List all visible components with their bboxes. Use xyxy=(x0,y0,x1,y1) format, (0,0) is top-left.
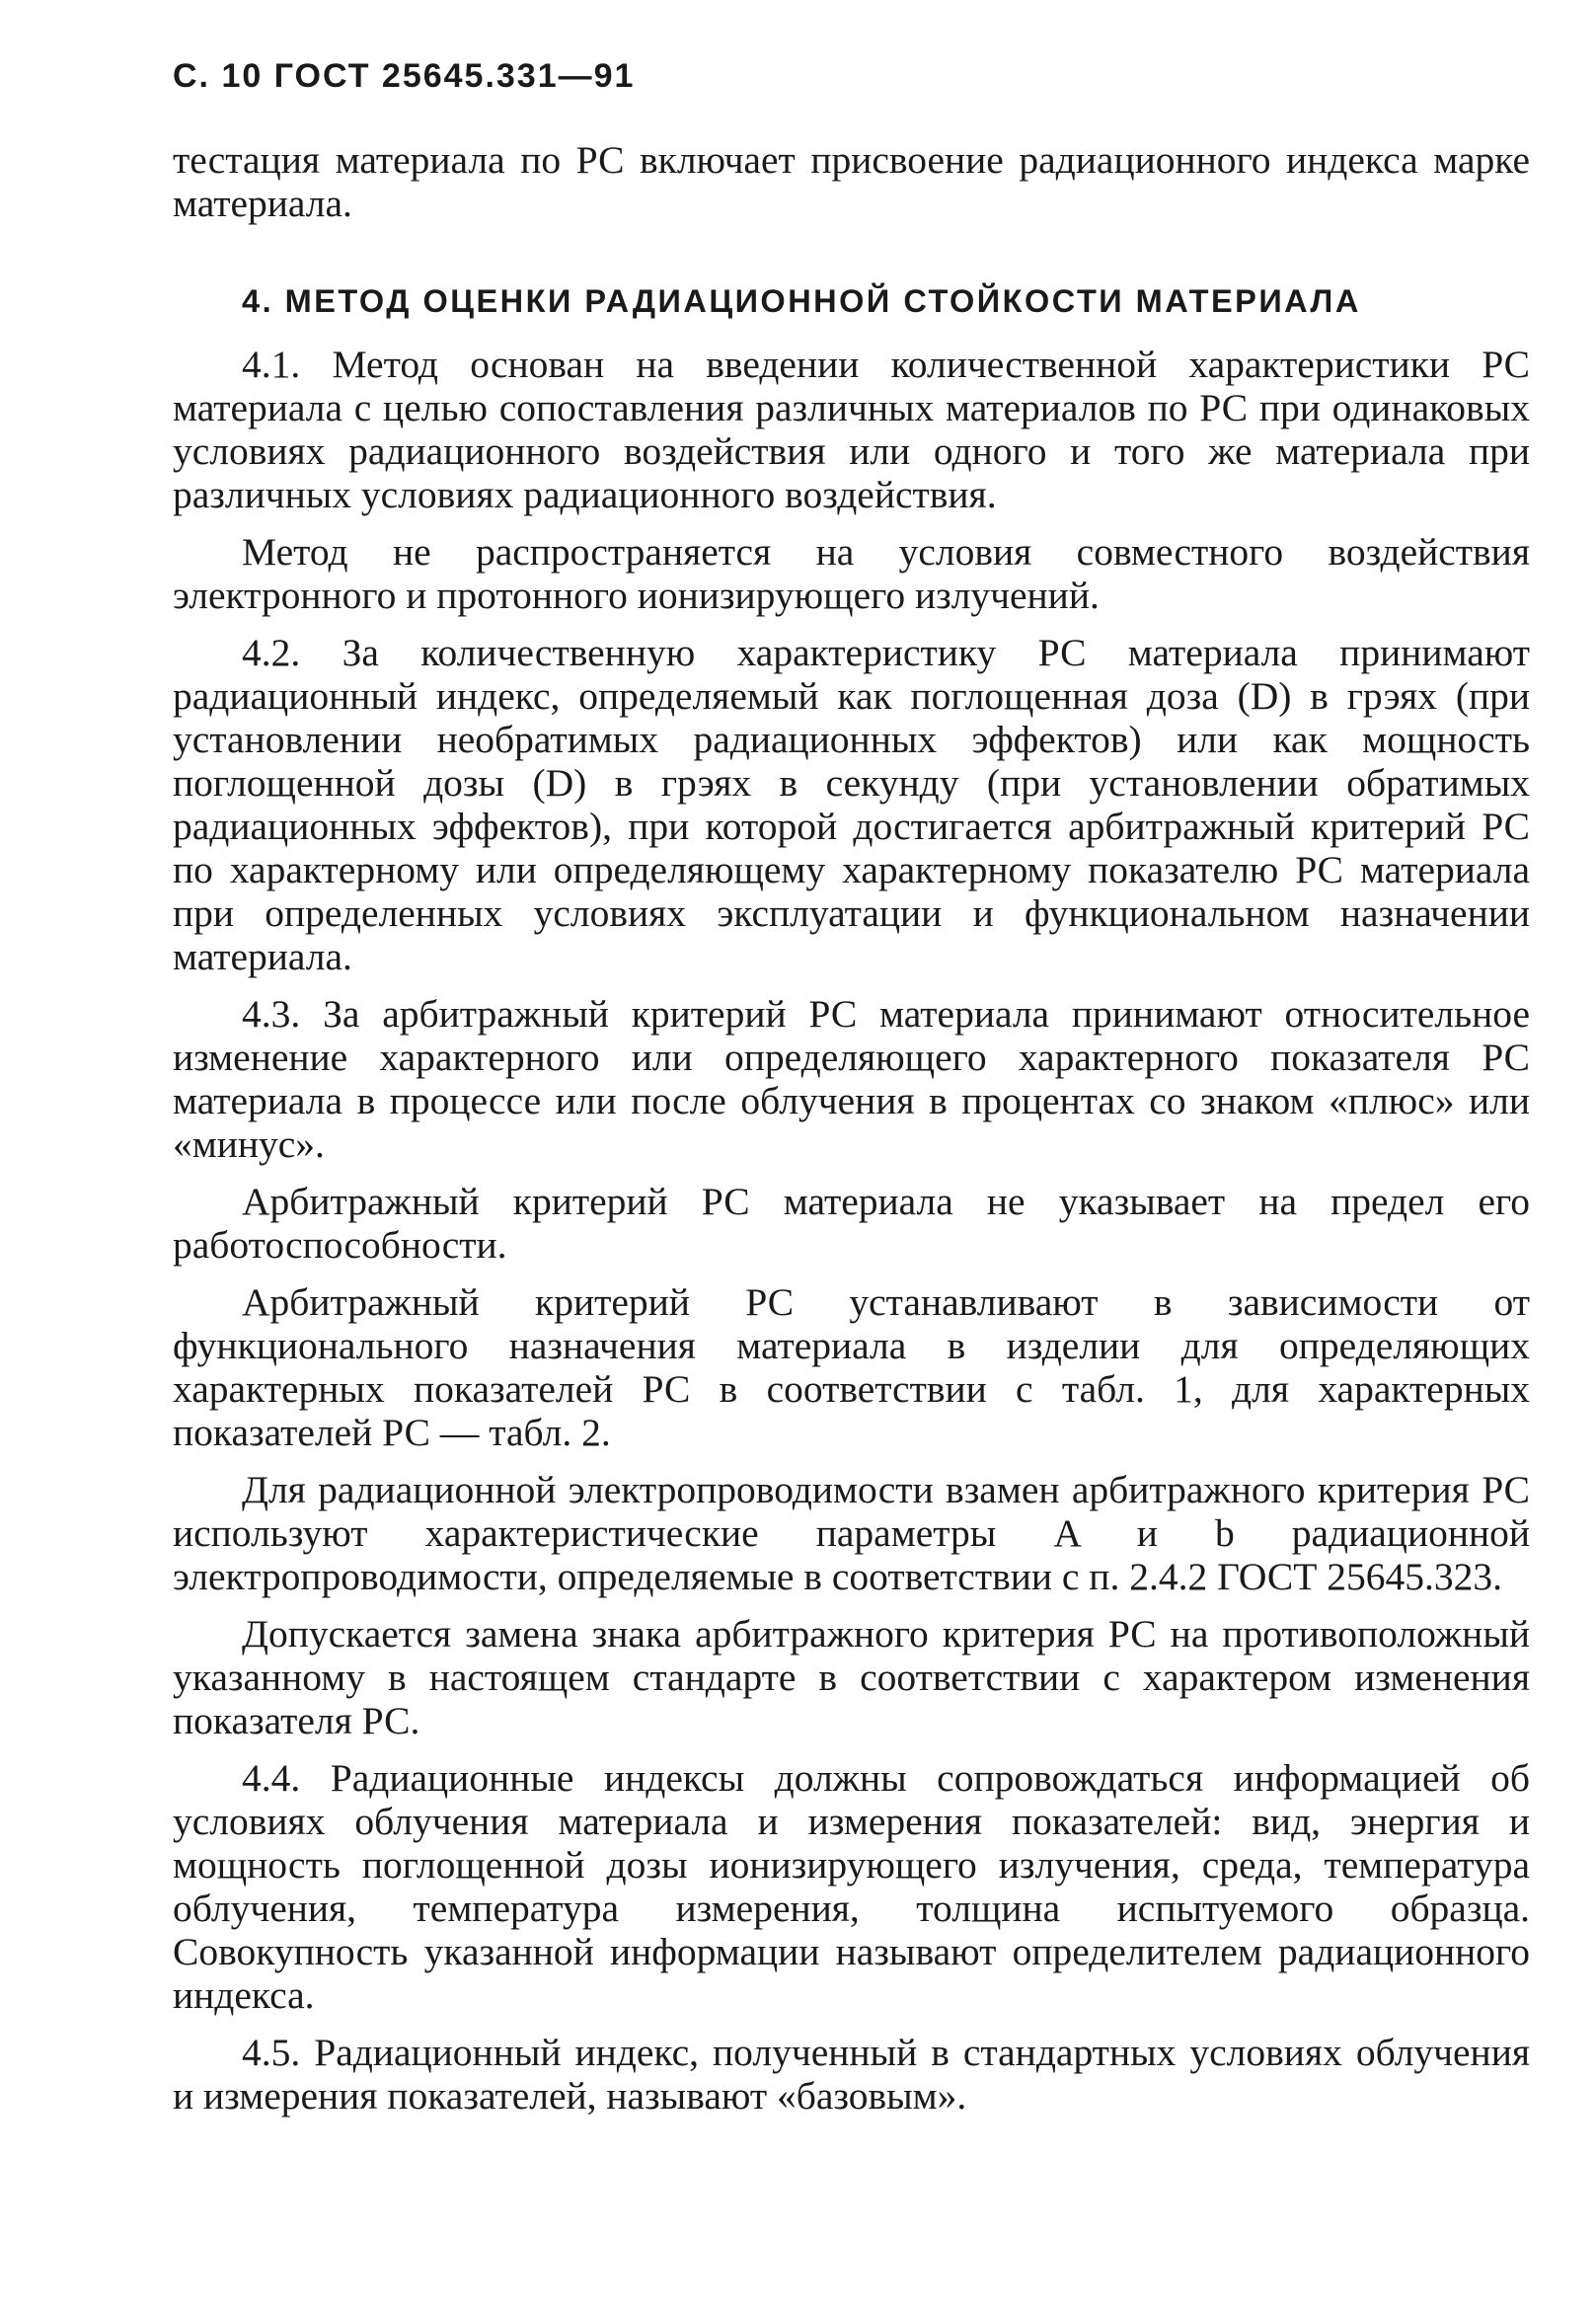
paragraph-4-5: 4.5. Радиационный индекс, полученный в стандартных условиях облучения и измерения показателей, называют «базовым». xyxy=(173,2031,1530,2118)
paragraph-4-4: 4.4. Радиационные индексы должны сопровождаться информацией об условиях облучения материала и измерения показателей: вид, энергия и мощность поглощенной дозы ионизирующего излучения, среда, температура облучения, температура измерения, толщина испытуемого образца. Совокупность указанной информации называют определителем радиационного индекса. xyxy=(173,1756,1530,2017)
continuation-paragraph: тестация материала по РС включает присвоение радиационного индекса марке материала. xyxy=(173,138,1530,225)
running-head: С. 10 ГОСТ 25645.331—91 xyxy=(173,57,636,95)
paragraph-conductivity: Для радиационной электропроводимости взамен арбитражного критерия РС используют характеристические параметры A и b радиационной электропроводимости, определяемые в соответствии с п. 2.4.2 ГОСТ 25645.323. xyxy=(173,1468,1530,1598)
section-title: 4. МЕТОД ОЦЕНКИ РАДИАЦИОННОЙ СТОЙКОСТИ МАТЕРИАЛА xyxy=(242,283,1361,319)
paragraph-criterion-limit: Арбитражный критерий РС материала не указывает на предел его работоспособности. xyxy=(173,1180,1530,1267)
paragraph-criterion-tables: Арбитражный критерий РС устанавливают в зависимости от функционального назначения материала в изделии для определяющих характерных показателей РС в соответствии с табл. 1, для характерных показателей РС — табл. 2. xyxy=(173,1280,1530,1454)
paragraph-4-3: 4.3. За арбитражный критерий РС материала принимают относительное изменение характерного или определяющего характерного показателя РС материала в процессе или после облучения в процентах со знаком «плюс» или «минус». xyxy=(173,992,1530,1166)
paragraph-method-scope: Метод не распространяется на условия совместного воздействия электронного и протонного ионизирующего излучений. xyxy=(173,530,1530,617)
paragraph-4-1: 4.1. Метод основан на введении количественной характеристики РС материала с целью сопоставления различных материалов по РС при одинаковых условиях радиационного воздействия или одного и того же материала при различных условиях радиационного воздействия. xyxy=(173,343,1530,516)
paragraph-sign-replacement: Допускается замена знака арбитражного критерия РС на противоположный указанному в настоящем стандарте в соответствии с характером изменения показателя РС. xyxy=(173,1612,1530,1742)
paragraph-4-2: 4.2. За количественную характеристику РС материала принимают радиационный индекс, определяемый как поглощенная доза (D) в грэях (при установлении необратимых радиационных эффектов) или как мощность поглощенной дозы (D) в грэях в секунду (при установлении обратимых радиационных эффектов), при которой достигается арбитражный критерий РС по характерному или определяющему характерному показателю РС материала при определенных условиях эксплуатации и функциональном назначении материала. xyxy=(173,631,1530,978)
document-page xyxy=(173,59,1530,2118)
